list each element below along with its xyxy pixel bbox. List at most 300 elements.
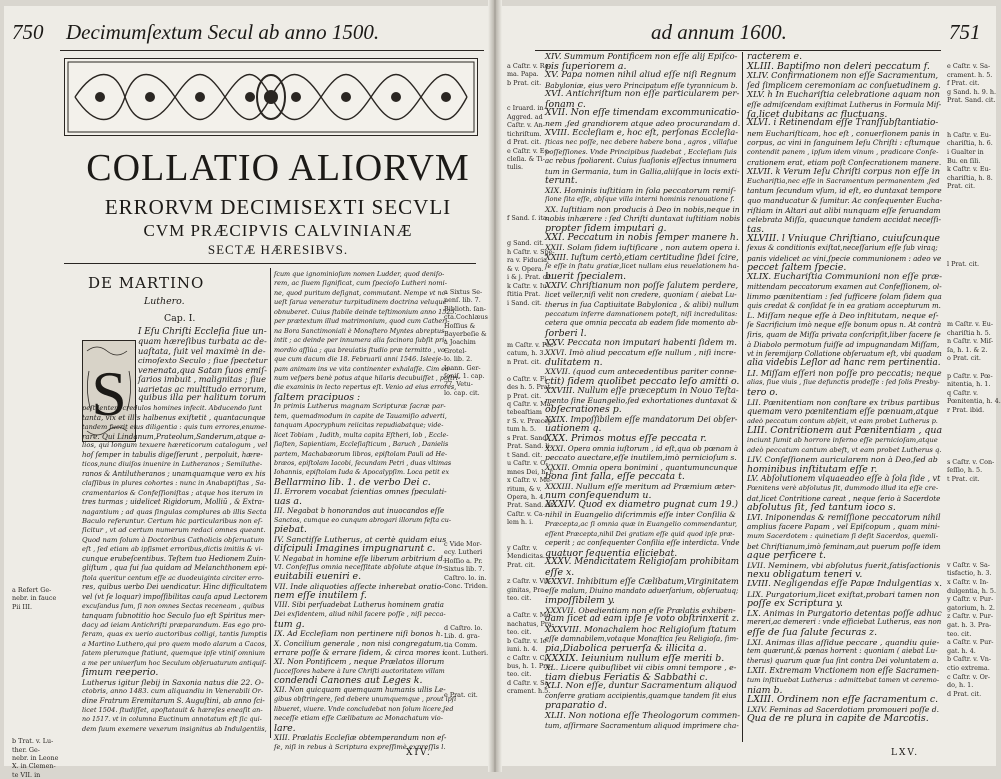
text-line: ſarios imbuit , malignitas ; ſiue	[138, 374, 266, 385]
margin-note: Ioann. Ger-	[444, 363, 481, 372]
text-line: mento ſine Euangelio,ſed exhortationes duntaxat &	[545, 395, 738, 405]
text-line: XLII. Non notiona eſſe Theologorum commen-	[545, 709, 741, 720]
text-line: rem, ac ſiuem ſignificat, cum ſpecioſo Lutheri nomi-	[274, 279, 447, 288]
text-line: XLIII. Baptiſmo non deleri peccatum f.	[747, 60, 930, 72]
margin-note: & v. Opera.	[507, 264, 544, 273]
margin-note: Pœnitentia, h. 4.	[947, 397, 1001, 406]
text-line: praparatio d.	[545, 700, 608, 712]
text-line: die examinis in lecto repertus eſt. Venio ad eius errores,	[274, 383, 457, 392]
text-line: LIV. Conſeſſionem auricularem non à Deo,ſed ab	[747, 455, 938, 465]
text-line: LX. Animas in Purgatorio detentas poſſe adhuc	[747, 607, 942, 618]
margin-note: b Caſtr. v. Ie-	[507, 636, 549, 645]
margin-note: m Caſtr. v. Eu-	[947, 320, 993, 328]
text-line: neceſſe etiam eſſe Cælibatum ac Monachatum vio-	[274, 714, 443, 723]
margin-note: ſa, h. 1. & 2.	[947, 345, 988, 354]
text-line: quis credat & conſidat ſe in ea gratiam accepturum m.	[747, 301, 941, 310]
margin-note: tebeaſtiam	[507, 408, 542, 417]
margin-note: d Prat. cit.	[947, 689, 982, 698]
text-line: ne, quod puritum deſignat, commutant. Nempe vt no-	[274, 288, 448, 297]
text-line: nem Euchariſticam, hoc eſt , conuerſionem panis in	[747, 128, 940, 138]
text-line: XIX. Hominis iuſtitiam in ſola peccatorum remiſ-	[545, 185, 737, 195]
column-divider	[270, 268, 271, 738]
text-line: pia,Diabolica peruerſa & illicita a.	[545, 643, 707, 655]
margin-note: b Prat. cit.	[507, 78, 542, 87]
text-line: XIV. Summum Pontificem non eſſe alij Epiſco-	[545, 51, 738, 61]
text-line: XXV. Peccata non imputari habenti ſidem m.	[545, 337, 738, 348]
text-line: ſe, niſi in rebus à Scriptura expreſſimè expreſſis l.	[274, 742, 446, 751]
text-line: II. Errorem vocabat ſcientias omnes ſpeculati-	[274, 487, 447, 497]
text-line: eſſe admiſcendam exiſtimat Lutherus in Formula Miſ-	[747, 100, 942, 109]
text-line: XXII. Solam ſidem iuſtiſicare , non autem opera i.	[545, 243, 740, 252]
text-line: tem quærunt,& pœnas horrent : quoniam ( aiebat Lu-	[747, 647, 938, 656]
text-line: rare. Qui Lindanum,Prateolum,Sanderum,atque a-	[82, 431, 266, 441]
collatio-subtitle-2: CVM PRÆCIPVIS CALVINIANÆ	[143, 221, 413, 240]
book-gutter	[488, 0, 502, 772]
text-line: ſexus & conditionis exiſtat,neceſſarium eſſe ſub viraq;	[747, 244, 938, 252]
text-line: mereri,ac demereri : vnde efficiebat Lutherus, eas non	[747, 618, 942, 627]
text-line: adeò peccatum cantum abeſt, vt eam probet Lutherus q.	[747, 445, 942, 454]
text-line: corpus, ac vini in ſanguinem Ieſu Chriſti : cſtumque	[747, 138, 940, 148]
svg-text:S: S	[91, 358, 127, 429]
text-line: quatuor ſequentia eliciebat.	[545, 547, 678, 559]
text-line: XXXV. Mendicitatem Religioſam prohibitam	[545, 557, 739, 568]
margin-note: ritum, & v.	[507, 484, 542, 493]
text-line: a me per uniuerſum hoc Seculum obſeruaturum antiquiſ-	[82, 658, 267, 667]
margin-note: n Caſtr. v. Miſ-	[947, 337, 994, 346]
margin-note: f Prat. cit.	[947, 79, 980, 88]
text-line: peſtilentem credulos homines infecit. Abducendo ſunt	[82, 403, 262, 412]
header-rule	[60, 50, 484, 51]
text-line: XXIX. Impoſſibilem eſſe mandatorum Dei obſer-	[545, 414, 738, 424]
text-line: VII. Inde aliquoties aſſecte inherebat oratio-	[274, 581, 444, 591]
margin-note: Lib. d. gra-	[444, 632, 480, 641]
text-line: XXXIX. Ieiunium nullum eſſe meriti b.	[545, 652, 725, 664]
collatio-subtitle-1: ERRORVM DECIMISEXTI SECVLI	[104, 195, 452, 219]
margin-note: v Caſtr. v. Sa-	[947, 560, 990, 569]
text-line: XXX. Primos motus eſſe peccata r.	[545, 433, 707, 444]
left-running-head: Decimumſextum Secul ab anno 1500.	[66, 20, 380, 44]
text-line: IX. Ad Eccleſiam non pertinere niſi bonos h.	[274, 629, 443, 639]
text-line: quibus illa per halitum torum	[138, 393, 266, 404]
text-line: VI. Conſeſſus omnia neceſſitate abſolute atque in-	[274, 562, 445, 571]
text-line: LI. Miſſam eſſeri non poſſe pro peccatis; neque	[747, 367, 942, 378]
text-line: Euchariſtia,nec eſſe in Sacramentum permanentem ,ſed	[747, 176, 940, 185]
collatio-subtitle-3: SECTÆ HÆRESIBVS.	[207, 242, 349, 257]
text-line: cetera que omnia peccata ab eadem ſide momento ab-	[545, 319, 738, 328]
text-line: aque perficere t.	[747, 550, 826, 562]
title-rule	[64, 263, 476, 264]
margin-note: crament. h. 5.	[947, 70, 993, 79]
margin-note: à Joachim	[444, 338, 476, 347]
text-line: L. Miſſam neque eſſe à Deo inſtitutam, neque eſ-	[747, 311, 939, 321]
margin-note: Caſtr. v. Ca-	[507, 509, 545, 518]
text-line: VIII. Sibi perſuadebat Lutherus hominem gratia	[274, 600, 444, 609]
margin-note: c Caſtr. v. Or-	[947, 672, 991, 681]
text-line: panis videlicet ac vini,ſpecie communionem : adeo ve	[747, 253, 942, 263]
text-line: tum inſtituebat Lutherus : admittebat tamen vt ceremo-	[747, 676, 940, 684]
text-line: quam hæreſibus turbata ac de-	[138, 336, 267, 347]
text-line: bona ſint falla, eſſe peccata t.	[545, 471, 685, 483]
margin-note: ſoniſ. 1. cap.	[444, 372, 485, 380]
text-line: ſucceſſores habere à Iure Chriſti auctoritatem villam	[274, 666, 445, 675]
margin-note: ra v. Fiducia,	[507, 256, 549, 265]
text-line: ranos & Antilutheranos ; unamquamque vero ex his	[82, 469, 266, 478]
text-line: ctit) ſidem quolibet peccato leſo amitti o.	[545, 375, 740, 387]
text-line: eſſent Præcepta,nihil Dei gratiam eſſe quid quod ipſe præ-	[545, 529, 735, 538]
text-line: mordio aſſiùa ; qua breuiatis ſtudio præ termitto , vo-	[274, 345, 448, 354]
text-line: Bellarmino lib. 1. de verbo Dei c.	[274, 476, 431, 488]
text-line: Lutherus igitur ſlebij in Saxonia natus die 22. O-	[82, 677, 264, 687]
left-page-number: 750	[12, 20, 44, 44]
text-line: pam animam ins ve vita continenter exhalaſſe. Cim ea-	[274, 364, 452, 373]
text-line: nagantium ; ad quas ſingulas complures ab illis Secta	[82, 507, 267, 516]
text-line: XX. Iuſtitiam non producis à Deo in nobis,neque in	[545, 204, 740, 214]
margin-note: s Prat. Sand.	[507, 433, 549, 442]
text-line: ac rebus ſpoliarent. Cuius ſuaſionis eſſectus innumera	[545, 157, 737, 166]
text-line: nobis inhærere : ſed Chriſti duntaxat iuſtitiam nobis	[545, 214, 741, 224]
text-line: XXIII. Iuſtum certò,etiam certitudine ſidei ſcire,	[545, 252, 739, 262]
text-line: LXIV. Feminas ad Sacerdotiam promoueri poſſe d.	[747, 704, 940, 714]
text-line: LV. Abſolutionem vlquaeadeo eſſe à ſola ſide , vt	[747, 474, 941, 484]
text-line: XXVIII. Nullum eſſe præceptum in Nouo Teſta-	[545, 385, 739, 396]
text-line: XI. Non Pontificem , neque Prælatos illorum	[274, 657, 445, 667]
text-line: lios, qui longum texuere hæreticorum catalogum , vel	[82, 441, 268, 450]
margin-note: X. in Clemen-	[12, 762, 56, 771]
section-subheading: Luthero.	[144, 296, 185, 307]
text-line: crationem erat, etiam poſt Conſecrationem manere.	[747, 157, 942, 167]
margin-note: gatorium, h. 2.	[947, 603, 995, 612]
text-line: partem, Machabæorum libros, epiſtolam Pauli ad He-	[274, 449, 448, 458]
text-line: tum, aſſirmare Sacramentum aliquod imprimere cha-	[545, 720, 739, 730]
text-line: libueret, viuere. Vnde concludebat non ſolum licere,ſed	[274, 704, 454, 713]
text-line: tandem fuerit eius diligentia : quis tum errores,enume-	[82, 422, 267, 431]
margin-note: do, h. 1.	[947, 681, 974, 690]
text-line: celebrata Miſſa, quacunque tandem accidat neceſſi-	[747, 215, 942, 225]
text-line: mum Sacerdotem : quinetiam ſi deſit Sacerdos, quemli-	[747, 532, 939, 540]
text-line: ſiris, quam de Miſſa privata conſcripſit,liber facere ſe	[747, 330, 941, 340]
text-line: bet Chriſtianum,imò ſeminam,aut puerum poſſe idem	[747, 541, 941, 551]
text-line: à Diabolo permotum fuiſſe ad impugnandam Miſſam,	[747, 340, 940, 349]
section-heading: DE MARTINO	[88, 274, 205, 292]
text-line: lare.	[274, 722, 296, 734]
margin-note: ther. Ge-	[12, 745, 40, 754]
text-line: ſatem plerumque ſtatiunt, quemque ipſe vtiniſ omnium	[82, 649, 266, 658]
margin-note: c Iruard. in	[507, 104, 544, 113]
text-line: pis ſuperiorem a.	[545, 60, 627, 72]
text-line: Qua de re plura in capite de Marcotis.	[747, 713, 929, 725]
text-line: dam ſicet ad eam ipſe ſe voto obſtrinxerit z.	[545, 614, 740, 625]
right-page-number: 751	[949, 20, 981, 44]
margin-note: d Caſtro. lo.	[444, 624, 483, 632]
text-line: licet veller,niſi velit non credere, quoniam ( aiebat Lu-	[545, 290, 737, 299]
text-line: ſaltem pracipuos :	[274, 391, 361, 403]
margin-note: iuni. h. 4.	[507, 645, 538, 654]
text-line: LXII. Extremam Vnctionem non eſſe Sacramen-	[747, 666, 940, 676]
text-line: bræos, epiſtolam Iacobi, ſecundam Petri , duas vltimas	[274, 459, 452, 467]
left-signature-mark: XIV.	[406, 748, 432, 758]
margin-note: g Sand. cit.	[507, 239, 544, 248]
text-line: no 1517. vt in columna Euctinum annotatum eſt ſic qui-	[82, 715, 262, 724]
text-line: uaſtata, ſuit vel maximè in de-	[138, 345, 266, 356]
text-line: LVII. Neminem, vbi abſolutus fuerit,ſatisſactionis	[747, 560, 941, 570]
margin-note: lem h. i.	[507, 518, 534, 527]
text-line: nem ,ſed grandiorem atque adeo procurandam d.	[545, 118, 741, 128]
text-line: eſt , ſed etiam ab ipſismet erroribus,dictis imitiis & vi-	[82, 545, 263, 554]
text-line: tum in Germania, tum in Gallia,aliiſque in locis exti-	[545, 166, 740, 176]
text-line: XVI. Antichriſtum non eſſe particularem per-	[545, 89, 740, 100]
margin-note: lo. cap. cit.	[444, 388, 480, 397]
margin-note: teo. cit.	[507, 670, 532, 679]
text-line: peccatum inferre damnationem poteſt, niſi incredulitas:	[545, 309, 738, 318]
ornament-scroll-icon	[65, 59, 477, 135]
text-line: propter ſidem imputari g.	[545, 222, 667, 234]
text-line: XXXIII. Nullum eſſe meritum ad Præmium æter-	[545, 481, 736, 491]
text-line: condendi Canones aut Leges k.	[274, 675, 423, 687]
text-line: na Bora Sanctimoniali è Monaſtero Myntes abreptus	[274, 326, 445, 335]
margin-note: p Caſtr. v. Pœ-	[947, 371, 993, 380]
margin-note: cleſia. & Ti-	[507, 154, 545, 163]
right-page	[497, 6, 1001, 766]
text-line: XIII. Prælatis Eccleſiæ obtemperandum non eſ-	[274, 733, 447, 743]
text-line: ſonam c.	[545, 98, 586, 110]
margin-note: Prat. Sand. li.	[507, 442, 552, 451]
text-line: XXXVII. Obedientiam non eſſe Prælatis exhiben-	[545, 605, 736, 615]
margin-note: y Caſtr. v. Pur-	[947, 595, 994, 604]
margin-note: Bayerbeſie &	[444, 330, 487, 338]
text-line: alia videbis Leſlor ad hanc rem pertinentia.	[747, 358, 941, 369]
text-line: ueſt ſarua veneratur turpitudinem doctrina veluque	[274, 298, 447, 307]
margin-note: cont. Lutheri.	[444, 649, 489, 658]
text-line: eſſe damnabilem,votaque Monaſtica ſeu Religioſa, ſim-	[545, 634, 739, 643]
text-line: quemam vero pœnitentiam eſſe pœnuam,atque	[747, 407, 939, 417]
text-line: licet 1504. ſtudiſſet, apoſtatauit & hæreſes eneaſit an-	[82, 706, 263, 714]
text-line: gibus obſtringere, ſed debere unumquemque , prout ipſi	[274, 695, 457, 704]
text-line: LVI. Iniponendas & remiſſione peccatorum nihil	[747, 512, 941, 522]
text-line: tantum ſecundum vſum, id eſt, eo duntaxat tempore	[747, 186, 942, 196]
margin-note: Biblioth. ſan-	[444, 304, 486, 313]
text-line: LIX. Purgatorium,licet exiſtat,probari tamen non	[747, 589, 940, 599]
margin-note: l Prat. cit.	[947, 259, 980, 268]
margin-note: Hoſſio a. Pr.	[444, 556, 483, 565]
margin-note: r Prat. ibid.	[947, 406, 985, 414]
margin-note: h Caſtr. v. Spe-	[507, 247, 555, 256]
margin-note: ctio extrema.	[947, 664, 990, 672]
margin-note: o Prat. cit.	[947, 354, 981, 363]
margin-note: tichriſtum.	[507, 129, 542, 138]
text-line: ſtola queritur centum eſſe ac duodeuiginta circiter erro-	[82, 573, 264, 582]
text-line: dulitatem n.	[545, 356, 603, 368]
margin-note: c Caſtr. v. Ci-	[507, 653, 549, 662]
margin-note: nebr. in fauce	[12, 594, 57, 603]
text-line: ſed ſimplicem ceremoniam ac conſuetudinem g.	[747, 80, 941, 90]
text-line: tero o.	[747, 387, 778, 398]
text-line: In primis Lutherus magnam Scripturæ ſacræ par-	[274, 402, 446, 411]
text-line: excuſandus ſum, ſi non omnes Sectas receneam , quibus	[82, 602, 265, 611]
margin-note: ſeſſio, h. 5.	[947, 466, 983, 475]
text-line: XLIV. Confirmationem non eſſe Sacramentum,	[747, 70, 939, 81]
text-line: therus in ſua Captiuitate Babylonica , & alibi) nullum	[545, 300, 739, 310]
margin-note: i Gualter in	[947, 148, 984, 156]
margin-note: o Caſtr. v. Fi-	[507, 374, 549, 383]
text-line: inciunt ſumit ab horrore inferno eſſe pernicioſam,atque	[747, 436, 938, 444]
margin-note: s Caſtr. v. Con-	[947, 457, 995, 466]
text-line: peccet ſaltem ſpecie.	[747, 262, 847, 274]
text-line: num veſpers benè potus atque hilaris decubuiſſet , poſtri-	[274, 373, 460, 382]
margin-note: tulis.	[507, 163, 524, 172]
text-line: Baculo referuntur. Certum hic particularibus non eſ-	[82, 517, 263, 525]
margin-note: chariſtia, h. 8.	[947, 173, 993, 182]
text-line: tem, quemadmodum in capite de Tauamiſio adverti,	[274, 411, 447, 420]
text-line: terunt.	[545, 175, 578, 187]
right-signature-mark: LXV.	[891, 748, 920, 758]
text-line: dem ſuum exemere vexerum insignitus ab Indulgentiis,	[82, 724, 267, 733]
text-line: III. Negabat b honorandos aut inuocandos eſſe	[274, 506, 445, 516]
margin-note: nenſ. lib. 7.	[444, 296, 481, 305]
text-line: LII. Pœnitentiam non conſtare ex tribus partibus	[747, 397, 940, 407]
text-line: nem eſſe inutilem f.	[274, 590, 367, 602]
text-line: ſa,licet dubitans ac fluctuans.	[747, 108, 888, 120]
margin-note: z Caſtr. v. Pur-	[947, 612, 993, 621]
text-line: uationem q.	[545, 423, 602, 435]
margin-note: a Caſtr. v. Pur-	[947, 638, 994, 647]
text-line: diſcipuli Imagines impugnarunt c.	[274, 543, 436, 555]
margin-note: a Sixtus Se-	[444, 288, 483, 296]
text-line: ticos,nunc diuiſos inuenire in Lutheranos ; Semiluthe-	[82, 460, 263, 469]
text-line: tres turmas ; uidelicet Rigidorum, Molliũ , & Extra-	[82, 498, 265, 507]
text-line: contendit panem , ipſum idem vinum , pradicare Conſe-	[747, 148, 939, 156]
margin-note: Mendicitas.	[507, 552, 545, 561]
margin-note: e Caſtr. v. Sa-	[947, 62, 991, 70]
text-line: abſolutus ſit, ſed tantum ioco s.	[747, 502, 896, 514]
text-line: num conſequendum u.	[545, 490, 652, 502]
text-line: peccato auectare,eſſe inutilem,imò pernicioſum s.	[545, 453, 737, 463]
text-line: eſſe x.	[545, 566, 575, 578]
margin-note: Prat. cit.	[947, 182, 976, 191]
margin-note: x Caſtr. v. Me-	[507, 476, 553, 485]
margin-note: nachatus, Pra-	[507, 619, 554, 628]
margin-note: tia Comm.	[444, 640, 478, 649]
margin-note: g Sand. h. 9. h.	[947, 87, 997, 96]
text-line: piebat.	[274, 524, 307, 536]
margin-note: k Caſtr. v. Iu-	[507, 281, 549, 290]
text-line: euitabili eueniri e.	[274, 571, 362, 583]
margin-note: gat. h. 4.	[947, 646, 976, 655]
text-line: hoſ ſemper in tabulis digeſſerunt , perpoluit, hære-	[82, 450, 263, 459]
text-line: tas.	[747, 223, 765, 235]
text-line: ctobris, anno 1483. cum aliquandiu in Venerabili Or-	[82, 687, 264, 696]
text-line: dacy ad ieiam Antichriſti præparandum. Eas ego pro-	[82, 620, 267, 629]
text-line: Quod nam ſolum à Doctoribus Catholicis obſeruatum	[82, 535, 265, 544]
text-line: therus) quarum quæ ſua ſint contra Dei voluntatem a.	[747, 656, 939, 665]
text-line: XXXIV. Quod ex diametro pugnat cum 19.)	[545, 499, 738, 510]
text-line: tum g.	[274, 618, 305, 630]
margin-note: cta.Cochlæus	[444, 313, 488, 322]
text-line: limmo pœnitentiam : ſed ſufficere ſolam ſidem qua	[747, 292, 942, 301]
text-line: tanquam Apocryphum reiicitas repudiabatque; vide-	[274, 421, 444, 430]
margin-note: r S. v. Præcep-	[507, 416, 555, 425]
text-line: ſicitur , vt ad certum numerum redaci omnes queant.	[82, 526, 266, 535]
text-line: intit ; ac deinde per innumera alia facinora ſubſit pri-	[274, 336, 447, 345]
margin-note: crament. h.5.	[507, 687, 551, 696]
text-line: tiam diebus Feriatis & Sabbathi c.	[545, 671, 708, 683]
text-line: errare poſſe & errare ſidem, & circa mores i.	[274, 648, 448, 657]
margin-note: m Caſtr. v. Pec-	[507, 340, 556, 349]
margin-note: Aggred. ad	[507, 112, 543, 121]
margin-note: d Caſtr. v. Sa-	[507, 678, 551, 687]
text-line: ſione ſita eſſe, abſque villa interni hominis renouatione f.	[545, 195, 735, 204]
margin-note: nebr. in Leone	[12, 754, 59, 762]
text-line: amplius facere Papam , vel Epiſcopum , quam mini-	[747, 522, 940, 532]
text-line: XXVI. Imò aliud peccatum eſſe nullum , niſi incre-	[545, 348, 737, 358]
text-line: impoſſibilem y.	[545, 595, 615, 607]
margin-note: d Prat. cit.	[507, 138, 542, 147]
text-line: Præcepta,ac ſi omnia quæ in Euangelio commendantur,	[545, 519, 737, 528]
text-line: Pœnitens verè abſolutus ſit, dummodo illud ita eſſe cre-	[747, 484, 939, 492]
margin-note: teo. cit.	[507, 594, 532, 603]
text-line: XXXVI. Inhibitum eſſe Cælibatum,Virginitatem	[545, 576, 739, 587]
text-line: gliſtum , qua ſui ſua quidam ad Melanchthonem epi-	[82, 564, 268, 573]
text-line: XII. Non quicquam quemquam humanis ullis Le-	[274, 685, 446, 694]
text-line: tanquam ſubnotitio hoc Seculo ſuo eſt Spiritus mer-	[82, 611, 266, 620]
text-line: adeò peccatum contum abſeit, vt eam probet Lutherus p.	[747, 416, 938, 425]
margin-note: Pii III.	[12, 602, 33, 611]
text-line: XXI. Peccatum in nobis ſemper manere h.	[545, 232, 739, 244]
margin-note: n Prat. cit.	[507, 357, 542, 366]
text-line: quo manducatur & ſumitur. Ac conſequenter Eucha-	[747, 196, 943, 205]
text-line: XVII. Non eſſe timendam excommunicatio-	[545, 108, 740, 119]
margin-note: teo. cit.	[947, 629, 972, 638]
margin-note: y Caſtr. v.	[507, 543, 538, 552]
margin-note: bus, h. 1. Pra-	[507, 661, 553, 670]
text-line: riſtiam in Altari aut alibi nunquam eſſe ſeruandam	[747, 205, 941, 215]
text-line: V. Negabat in homine eſſe liberum arbitrium d.	[274, 553, 446, 563]
text-line: I Eſu Chriſti Eccleſia ſiue un-	[138, 327, 267, 337]
text-line: X. Concilium generale , non nisi congregatum,	[274, 638, 444, 648]
text-line: XLVIII. l Vniuque Chriſtiano, cuiuſcunque	[747, 233, 940, 245]
text-line: Dei exſidentem, aliud nihil facere poſſe , niſi pecca-	[274, 610, 446, 619]
text-line: obſecrationes p.	[545, 404, 622, 416]
margin-note: q Caſtr. v.	[947, 388, 979, 397]
text-line: hominibus inſtitutam eſſe r.	[747, 463, 878, 475]
margin-note: nitentia, h. 1.	[947, 380, 991, 389]
text-line: ſe eſſe in ſtatu gratiæ,licet nullam eius reuelationem ha-	[545, 262, 739, 271]
text-line: dat,licet Contritione careat , neque ſerio à Sacerdote	[747, 493, 941, 503]
text-line: obnuberet. Cuius ſtabile deinde teſtimonium anno 1525.	[274, 307, 457, 316]
text-line: LIII. Contritionem aut Pœnitentiam , qua	[747, 425, 943, 437]
margin-note: z Caſtr. v. Vir-	[507, 577, 552, 586]
margin-note: ecy. Lutheri	[444, 548, 483, 557]
text-line: que cum dacum die 18. Februarii anni 1546. Isleeje-	[274, 355, 444, 364]
margin-note: Grotel-	[444, 346, 467, 355]
margin-note: 27. Vetu-	[444, 380, 473, 389]
text-line: dine Fratrum Eremitarum S. Auguſtini, ab anno ſci-	[82, 696, 265, 705]
text-line: cimoſexto Seculo ; ſiue ſpectetur	[138, 356, 268, 366]
margin-note: a Caſtr. v. Mo-	[507, 611, 553, 620]
margin-note: Caſtro. lo. in.	[444, 573, 487, 582]
text-line: vt in ſeremijarp Collatione obſeruatum eſt, vbi quadam	[747, 349, 942, 358]
margin-note: a Caſtr. v. Ro-	[507, 62, 551, 70]
text-line: cramentarios & Confeſſioniſtas ; atque hos iterum in	[82, 488, 264, 497]
text-line: tanta, vix et illis halbenus exiſtetit , quantacunque	[82, 413, 266, 423]
margin-note: q Caſtr. v. Ma-	[507, 400, 553, 408]
text-line: cunque erubeſcentibus. Teſtem tuo Hedionem Zuin-	[82, 554, 266, 563]
margin-note: teo. cit.	[507, 628, 532, 637]
text-line: XXVII. (quod cum antecedentibus pariter conne-	[545, 367, 737, 377]
margin-note: t Prat. cit.	[947, 474, 980, 483]
margin-note: Opera, h. 4.	[507, 492, 546, 501]
text-line: XXIV. Chriſtianum non poſſe ſalutem perdere,	[545, 280, 739, 291]
ornament-headpiece	[64, 58, 478, 136]
